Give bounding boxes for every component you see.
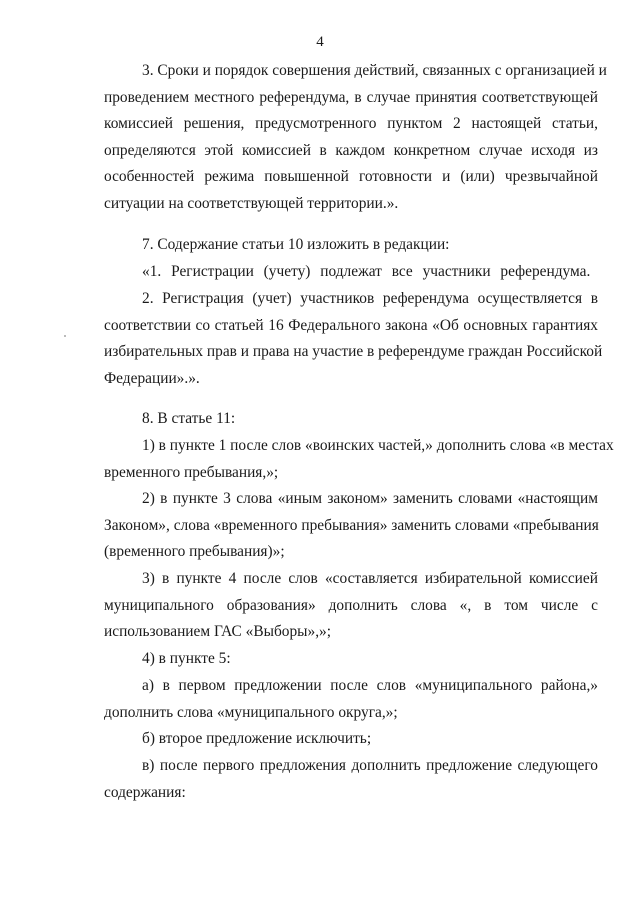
paragraph-8-3 bbox=[104, 566, 598, 646]
text-line: а) в первом предложении после слов «муниципального района,» bbox=[142, 677, 598, 694]
paragraph-7-2 bbox=[104, 286, 603, 392]
text-line: использованием ГАС «Выборы»,»; bbox=[104, 623, 332, 640]
text-line: Федерации».». bbox=[104, 369, 200, 387]
page-number: 4 bbox=[316, 34, 324, 50]
paragraph-7 bbox=[104, 232, 598, 259]
text-line: определяются этой комиссией в каждом конкретном случае исходя из bbox=[104, 141, 598, 159]
text-line: ситуации на соответствующей территории.». bbox=[104, 194, 399, 212]
text-line: «1. Регистрации (учету) подлежат все участники референдума. bbox=[142, 263, 591, 280]
text-line: Законом», слова «временного пребывания» заменить словами «пребывания bbox=[104, 516, 599, 534]
paragraph-3 bbox=[104, 58, 607, 217]
paragraph-8-1 bbox=[104, 433, 614, 486]
text-line: дополнить слова «муниципального округа,»; bbox=[104, 703, 398, 721]
text-line: временного пребывания,»; bbox=[104, 463, 279, 481]
text-line: в) после первого предложения дополнить предложение следующего bbox=[142, 757, 598, 774]
text-line: особенностей режима повышенной готовности и (или) чрезвычайной bbox=[104, 168, 598, 185]
paragraph-8-4 bbox=[104, 646, 598, 673]
text-line: 2. Регистрация (учет) участников референдума осуществляется в bbox=[142, 290, 598, 307]
paragraph-8 bbox=[104, 406, 598, 433]
text-line: 3. Сроки и порядок совершения действий, связанных с организацией и bbox=[142, 62, 607, 79]
text-line: (временного пребывания)»; bbox=[104, 543, 285, 560]
text-line: проведением местного референдума, в случае принятия соответствующей bbox=[104, 88, 598, 106]
text-line: б) второе предложение исключить; bbox=[142, 730, 372, 747]
text-line: 7. Содержание статьи 10 изложить в редакции: bbox=[142, 236, 450, 253]
text-line: 3) в пункте 4 после слов «составляется избирательной комиссией bbox=[142, 570, 598, 587]
paragraph-8-4b bbox=[104, 726, 598, 753]
paragraph-8-2 bbox=[104, 486, 598, 566]
paragraph-8-4a bbox=[104, 673, 598, 726]
text-line: соответствии со статьей 16 Федерального закона «Об основных гарантиях bbox=[104, 316, 598, 334]
paragraph-7-1 bbox=[104, 259, 598, 286]
text-line: 8. В статье 11: bbox=[142, 410, 236, 427]
text-line: комиссией решения, предусмотренного пунктом 2 настоящей статьи, bbox=[104, 115, 598, 132]
text-line: 2) в пункте 3 слова «иным законом» заменить словами «настоящим bbox=[142, 490, 598, 507]
text-line: 4) в пункте 5: bbox=[142, 650, 231, 667]
text-line: избирательных прав и права на участие в референдуме граждан Российской bbox=[104, 343, 603, 360]
paragraph-8-4c bbox=[104, 753, 598, 806]
text-line: 1) в пункте 1 после слов «воинских частей,» дополнить слова «в местах bbox=[142, 437, 614, 454]
text-line: муниципального образования» дополнить слова «, в том числе с bbox=[104, 596, 598, 614]
scan-speck bbox=[64, 335, 66, 337]
text-line: содержания: bbox=[104, 783, 186, 801]
